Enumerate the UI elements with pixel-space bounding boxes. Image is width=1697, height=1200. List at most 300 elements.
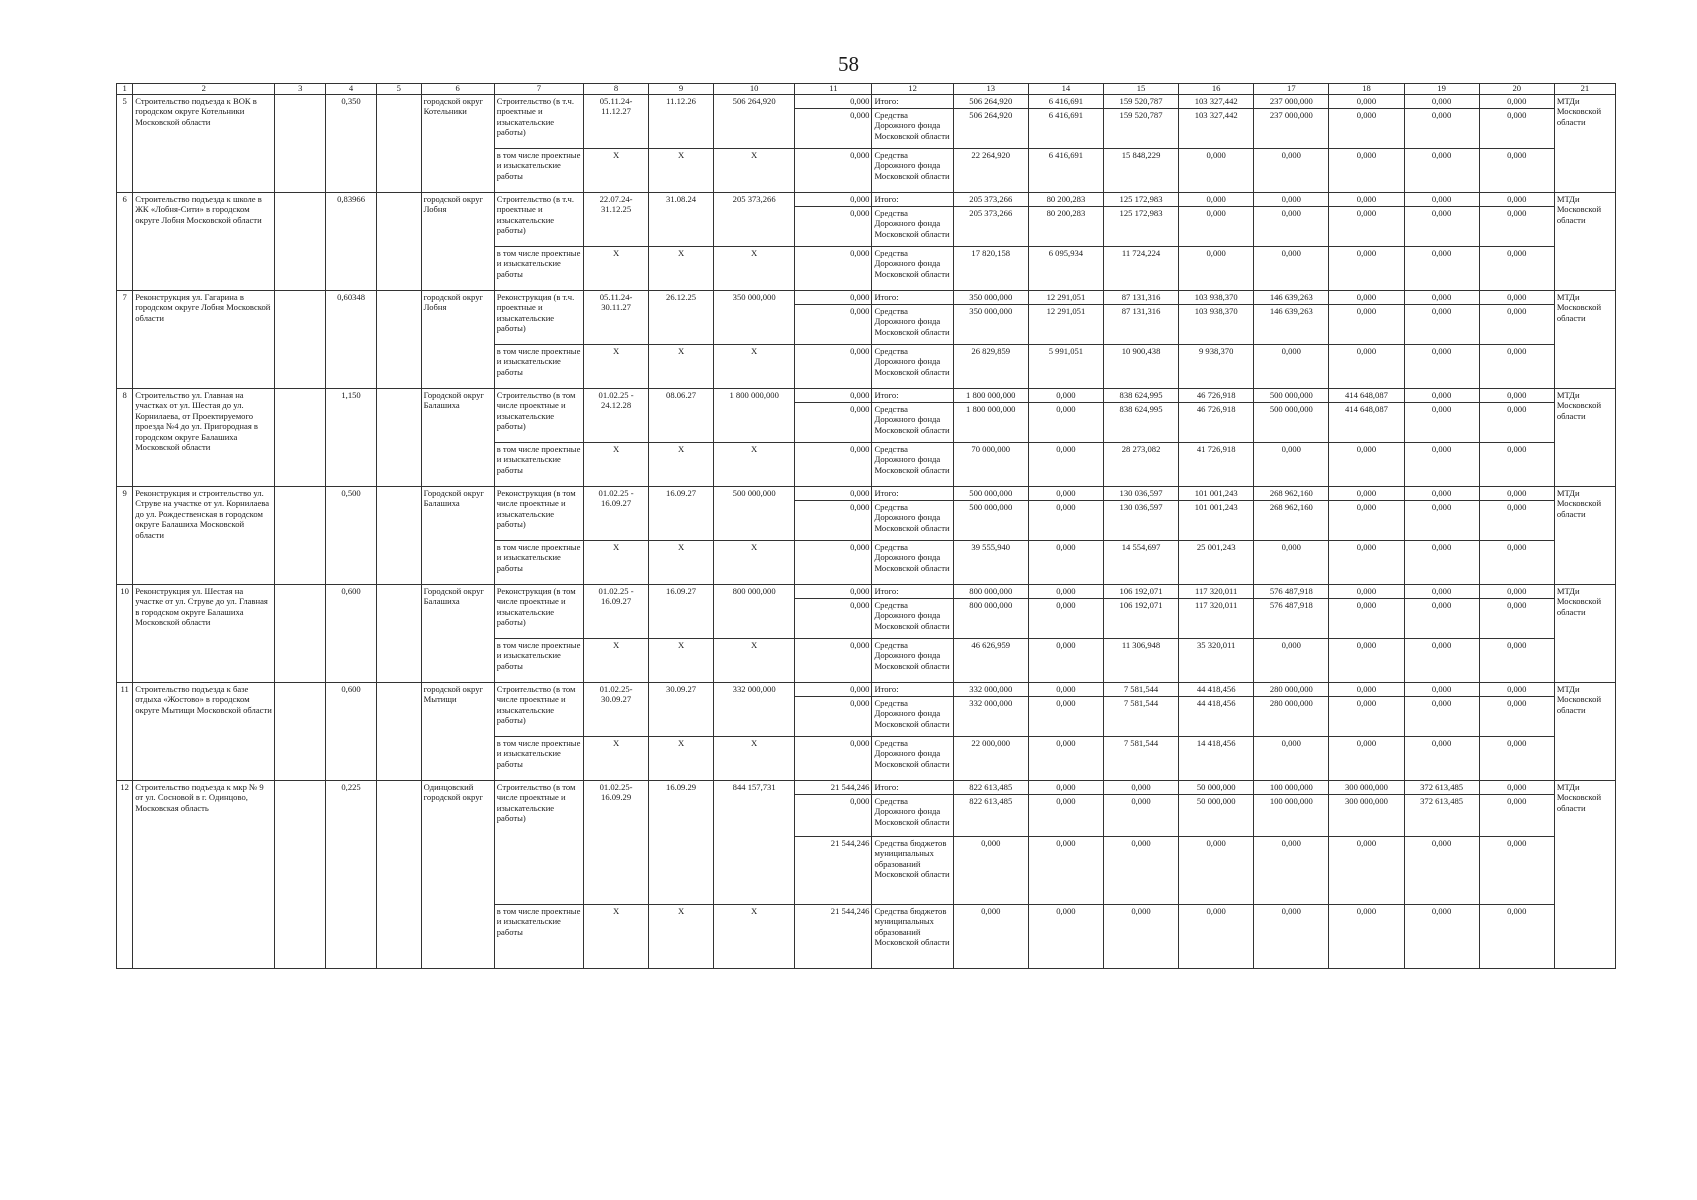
column-3: [275, 585, 326, 683]
work-period: Х: [584, 345, 649, 389]
customer: МТДи Московской области: [1554, 389, 1615, 487]
funding-value: 0,000: [1404, 207, 1479, 247]
funding-value: 0,000: [1028, 737, 1103, 781]
column-number: 17: [1254, 84, 1329, 95]
funding-source: Средства бюджетов муниципальных образований Московской области: [872, 837, 953, 905]
funding-value: 0,000: [1103, 905, 1178, 969]
financed-before: 0,000: [795, 207, 872, 247]
funding-value: 0,000: [1179, 149, 1254, 193]
funding-value: 0,000: [1479, 149, 1554, 193]
funding-value: 0,000: [1479, 905, 1554, 969]
funding-value: 0,000: [1404, 501, 1479, 541]
row-number: 11: [117, 683, 133, 781]
funding-source: Средства Дорожного фонда Московской области: [872, 305, 953, 345]
municipality: городской округ Лобня: [421, 193, 494, 291]
work-type: Строительство (в т.ч. проектные и изыскательские работы): [494, 193, 583, 247]
funding-source: Средства Дорожного фонда Московской области: [872, 501, 953, 541]
funding-source: Средства Дорожного фонда Московской области: [872, 795, 953, 837]
funding-value: 500 000,000: [953, 501, 1028, 541]
funding-source: Итого:: [872, 193, 953, 207]
funding-value: 101 001,243: [1179, 487, 1254, 501]
completion-date: Х: [649, 345, 714, 389]
object-name: Строительство подъезда к ВОК в городском округе Котельники Московской области: [133, 95, 275, 193]
funding-value: 0,000: [1329, 109, 1404, 149]
funding-value: 10 900,438: [1103, 345, 1178, 389]
municipality: городской округ Лобня: [421, 291, 494, 389]
funding-value: 0,000: [1028, 541, 1103, 585]
work-period: Х: [584, 905, 649, 969]
funding-value: 26 829,859: [953, 345, 1028, 389]
funding-value: 280 000,000: [1254, 697, 1329, 737]
financed-before: 0,000: [795, 501, 872, 541]
column-3: [275, 389, 326, 487]
funding-value: 0,000: [1028, 403, 1103, 443]
work-type: в том числе проектные и изыскательские работы: [494, 737, 583, 781]
funding-value: 0,000: [1329, 585, 1404, 599]
row-number: 9: [117, 487, 133, 585]
funding-value: 22 264,920: [953, 149, 1028, 193]
completion-date: Х: [649, 737, 714, 781]
funding-value: 0,000: [1404, 541, 1479, 585]
funding-value: 0,000: [1329, 443, 1404, 487]
column-5: [376, 291, 421, 389]
work-period: Х: [584, 149, 649, 193]
capacity-value: 0,83966: [326, 193, 377, 291]
completion-date: 08.06.27: [649, 389, 714, 443]
page-number: 58: [838, 52, 859, 76]
funding-value: 0,000: [1404, 837, 1479, 905]
financed-before: 0,000: [795, 389, 872, 403]
column-number: 2: [133, 84, 275, 95]
object-name: Реконструкция ул. Шестая на участке от ул. Струве до ул. Главная в городском округе Балашиха Московской области: [133, 585, 275, 683]
work-type: Строительство (в том числе проектные и изыскательские работы): [494, 683, 583, 737]
funding-value: 50 000,000: [1179, 781, 1254, 795]
funding-value: 117 320,011: [1179, 585, 1254, 599]
funding-value: 0,000: [1254, 207, 1329, 247]
total-cost: Х: [714, 247, 795, 291]
funding-source: Итого:: [872, 585, 953, 599]
funding-value: 0,000: [1329, 487, 1404, 501]
funding-value: 0,000: [1479, 403, 1554, 443]
financed-before: 0,000: [795, 403, 872, 443]
funding-value: 0,000: [1479, 541, 1554, 585]
funding-value: 205 373,266: [953, 207, 1028, 247]
funding-value: 0,000: [1329, 149, 1404, 193]
total-cost: 800 000,000: [714, 585, 795, 639]
municipality: городской округ Мытищи: [421, 683, 494, 781]
funding-value: 0,000: [1479, 795, 1554, 837]
funding-value: 0,000: [1179, 207, 1254, 247]
financed-before: 0,000: [795, 585, 872, 599]
funding-value: 0,000: [1028, 443, 1103, 487]
table-row: [117, 193, 1616, 207]
column-3: [275, 683, 326, 781]
funding-value: 0,000: [1404, 737, 1479, 781]
funding-value: 0,000: [1254, 639, 1329, 683]
funding-source: Средства Дорожного фонда Московской области: [872, 247, 953, 291]
municipality: Городской округ Балашиха: [421, 585, 494, 683]
financed-before: 0,000: [795, 795, 872, 837]
table-row: [117, 585, 1616, 599]
funding-value: 103 938,370: [1179, 291, 1254, 305]
work-type: Строительство (в т.ч. проектные и изыскательские работы): [494, 95, 583, 149]
funding-value: 0,000: [1329, 95, 1404, 109]
funding-value: 146 639,263: [1254, 305, 1329, 345]
completion-date: Х: [649, 247, 714, 291]
funding-value: 205 373,266: [953, 193, 1028, 207]
funding-value: 0,000: [1479, 443, 1554, 487]
funding-value: 7 581,544: [1103, 737, 1178, 781]
object-name: Строительство подъезда к школе в ЖК «Лобня-Сити» в городском округе Лобня Московской области: [133, 193, 275, 291]
funding-value: 0,000: [1479, 737, 1554, 781]
column-number: 21: [1554, 84, 1615, 95]
capacity-value: 0,350: [326, 95, 377, 193]
funding-source: Итого:: [872, 683, 953, 697]
funding-value: 500 000,000: [1254, 403, 1329, 443]
column-3: [275, 193, 326, 291]
funding-value: 0,000: [1254, 737, 1329, 781]
funding-value: 12 291,051: [1028, 305, 1103, 345]
funding-value: 500 000,000: [1254, 389, 1329, 403]
capacity-value: 0,225: [326, 781, 377, 969]
financed-before: 0,000: [795, 599, 872, 639]
funding-value: 6 416,691: [1028, 109, 1103, 149]
column-3: [275, 291, 326, 389]
funding-value: 0,000: [1254, 541, 1329, 585]
funding-value: 0,000: [1479, 389, 1554, 403]
funding-value: 0,000: [1329, 737, 1404, 781]
funding-source: Итого:: [872, 95, 953, 109]
funding-value: 268 962,160: [1254, 487, 1329, 501]
funding-value: 46 726,918: [1179, 389, 1254, 403]
completion-date: 16.09.27: [649, 487, 714, 541]
funding-value: 0,000: [1404, 109, 1479, 149]
funding-source: Итого:: [872, 487, 953, 501]
funding-value: 0,000: [1028, 389, 1103, 403]
total-cost: Х: [714, 345, 795, 389]
funding-value: 0,000: [1404, 443, 1479, 487]
financed-before: 0,000: [795, 305, 872, 345]
funding-value: 0,000: [1254, 345, 1329, 389]
funding-value: 7 581,544: [1103, 697, 1178, 737]
column-number: 18: [1329, 84, 1404, 95]
capacity-value: 0,600: [326, 683, 377, 781]
funding-value: 87 131,316: [1103, 305, 1178, 345]
funding-value: 0,000: [1179, 837, 1254, 905]
funding-value: 101 001,243: [1179, 501, 1254, 541]
financed-before: 0,000: [795, 109, 872, 149]
work-period: 01.02.25-30.09.27: [584, 683, 649, 737]
funding-value: 0,000: [1404, 389, 1479, 403]
funding-value: 800 000,000: [953, 585, 1028, 599]
municipality: Городской округ Балашиха: [421, 487, 494, 585]
financed-before: 0,000: [795, 345, 872, 389]
funding-value: 300 000,000: [1329, 795, 1404, 837]
work-period: 01.02.25 - 24.12.28: [584, 389, 649, 443]
work-period: Х: [584, 541, 649, 585]
total-cost: 506 264,920: [714, 95, 795, 149]
customer: МТДи Московской области: [1554, 95, 1615, 193]
column-3: [275, 95, 326, 193]
municipality: городской округ Котельники: [421, 95, 494, 193]
column-5: [376, 389, 421, 487]
funding-source: Итого:: [872, 781, 953, 795]
work-period: Х: [584, 443, 649, 487]
funding-value: 822 613,485: [953, 781, 1028, 795]
customer: МТДи Московской области: [1554, 487, 1615, 585]
funding-value: 0,000: [1404, 697, 1479, 737]
funding-source: Средства Дорожного фонда Московской области: [872, 403, 953, 443]
work-period: Х: [584, 737, 649, 781]
column-number: 10: [714, 84, 795, 95]
funding-value: 0,000: [1479, 837, 1554, 905]
investment-program-table: [116, 83, 1616, 969]
funding-value: 0,000: [1254, 443, 1329, 487]
funding-value: 0,000: [1404, 149, 1479, 193]
funding-value: 0,000: [1479, 599, 1554, 639]
work-type: Строительство (в том числе проектные и изыскательские работы): [494, 389, 583, 443]
financed-before: 0,000: [795, 149, 872, 193]
work-type: в том числе проектные и изыскательские работы: [494, 247, 583, 291]
column-5: [376, 487, 421, 585]
funding-value: 0,000: [1479, 291, 1554, 305]
funding-value: 0,000: [1479, 585, 1554, 599]
column-5: [376, 781, 421, 969]
total-cost: 844 157,731: [714, 781, 795, 905]
funding-value: 822 613,485: [953, 795, 1028, 837]
column-number: 5: [376, 84, 421, 95]
column-3: [275, 487, 326, 585]
column-3: [275, 781, 326, 969]
work-period: 22.07.24-31.12.25: [584, 193, 649, 247]
row-number: 7: [117, 291, 133, 389]
capacity-value: 0,60348: [326, 291, 377, 389]
financed-before: 21 544,246: [795, 781, 872, 795]
completion-date: 16.09.29: [649, 781, 714, 905]
funding-value: 100 000,000: [1254, 781, 1329, 795]
table-row: [117, 487, 1616, 501]
funding-value: 0,000: [1254, 247, 1329, 291]
funding-value: 0,000: [1028, 781, 1103, 795]
funding-source: Средства бюджетов муниципальных образований Московской области: [872, 905, 953, 969]
funding-value: 0,000: [1404, 683, 1479, 697]
completion-date: Х: [649, 541, 714, 585]
financed-before: 0,000: [795, 193, 872, 207]
funding-value: 6 416,691: [1028, 95, 1103, 109]
funding-value: 268 962,160: [1254, 501, 1329, 541]
funding-value: 237 000,000: [1254, 95, 1329, 109]
total-cost: 350 000,000: [714, 291, 795, 345]
funding-value: 0,000: [1329, 247, 1404, 291]
funding-value: 280 000,000: [1254, 683, 1329, 697]
funding-value: 506 264,920: [953, 109, 1028, 149]
column-number: 9: [649, 84, 714, 95]
funding-value: 0,000: [1329, 697, 1404, 737]
funding-value: 44 418,456: [1179, 697, 1254, 737]
funding-value: 0,000: [1329, 639, 1404, 683]
funding-value: 11 724,224: [1103, 247, 1178, 291]
funding-value: 0,000: [1028, 837, 1103, 905]
funding-value: 0,000: [1404, 487, 1479, 501]
funding-value: 350 000,000: [953, 305, 1028, 345]
funding-value: 22 000,000: [953, 737, 1028, 781]
funding-value: 0,000: [1329, 683, 1404, 697]
funding-value: 14 554,697: [1103, 541, 1178, 585]
work-type: в том числе проектные и изыскательские работы: [494, 443, 583, 487]
column-5: [376, 193, 421, 291]
funding-value: 414 648,087: [1329, 403, 1404, 443]
funding-source: Средства Дорожного фонда Московской области: [872, 207, 953, 247]
column-number: 14: [1028, 84, 1103, 95]
column-5: [376, 585, 421, 683]
funding-value: 0,000: [1329, 345, 1404, 389]
customer: МТДи Московской области: [1554, 193, 1615, 291]
column-number: 3: [275, 84, 326, 95]
funding-value: 576 487,918: [1254, 599, 1329, 639]
financed-before: 0,000: [795, 95, 872, 109]
capacity-value: 0,600: [326, 585, 377, 683]
work-type: Строительство (в том числе проектные и изыскательские работы): [494, 781, 583, 905]
funding-source: Средства Дорожного фонда Московской области: [872, 345, 953, 389]
funding-value: 1 800 000,000: [953, 389, 1028, 403]
customer: МТДи Московской области: [1554, 291, 1615, 389]
financed-before: 0,000: [795, 737, 872, 781]
funding-value: 103 327,442: [1179, 95, 1254, 109]
column-number-row: [117, 84, 1616, 95]
work-period: 01.02.25 - 16.09.27: [584, 487, 649, 541]
funding-value: 25 001,243: [1179, 541, 1254, 585]
row-number: 6: [117, 193, 133, 291]
funding-value: 7 581,544: [1103, 683, 1178, 697]
funding-value: 28 273,082: [1103, 443, 1178, 487]
funding-value: 0,000: [1028, 697, 1103, 737]
completion-date: Х: [649, 905, 714, 969]
total-cost: Х: [714, 149, 795, 193]
funding-value: 0,000: [1028, 585, 1103, 599]
funding-value: 5 991,051: [1028, 345, 1103, 389]
municipality: Городской округ Балашиха: [421, 389, 494, 487]
financed-before: 0,000: [795, 541, 872, 585]
funding-value: 0,000: [1329, 291, 1404, 305]
funding-value: 300 000,000: [1329, 781, 1404, 795]
funding-value: 0,000: [1329, 305, 1404, 345]
funding-value: 500 000,000: [953, 487, 1028, 501]
object-name: Строительство ул. Главная на участках от ул. Шестая до ул. Корнилаева, от Проектируемого проезда №4 до ул. Пригородная в городском округе Балашиха Московской области: [133, 389, 275, 487]
funding-value: 0,000: [953, 837, 1028, 905]
funding-value: 159 520,787: [1103, 95, 1178, 109]
funding-value: 0,000: [1329, 501, 1404, 541]
funding-value: 0,000: [1479, 345, 1554, 389]
work-type: Реконструкция (в том числе проектные и изыскательские работы): [494, 585, 583, 639]
funding-value: 0,000: [1028, 501, 1103, 541]
financed-before: 0,000: [795, 697, 872, 737]
funding-value: 44 418,456: [1179, 683, 1254, 697]
table-row: [117, 389, 1616, 403]
funding-value: 0,000: [1404, 599, 1479, 639]
column-number: 11: [795, 84, 872, 95]
funding-value: 46 626,959: [953, 639, 1028, 683]
funding-value: 0,000: [1479, 247, 1554, 291]
funding-value: 0,000: [1479, 305, 1554, 345]
funding-source: Средства Дорожного фонда Московской области: [872, 109, 953, 149]
financed-before: 0,000: [795, 291, 872, 305]
funding-value: 1 800 000,000: [953, 403, 1028, 443]
completion-date: 16.09.27: [649, 585, 714, 639]
funding-value: 0,000: [1179, 247, 1254, 291]
funding-value: 0,000: [1103, 781, 1178, 795]
funding-value: 0,000: [1404, 403, 1479, 443]
total-cost: 1 800 000,000: [714, 389, 795, 443]
funding-value: 41 726,918: [1179, 443, 1254, 487]
funding-value: 80 200,283: [1028, 207, 1103, 247]
funding-value: 0,000: [1254, 193, 1329, 207]
row-number: 12: [117, 781, 133, 969]
funding-value: 0,000: [953, 905, 1028, 969]
funding-value: 0,000: [1404, 291, 1479, 305]
funding-value: 35 320,011: [1179, 639, 1254, 683]
column-number: 4: [326, 84, 377, 95]
object-name: Строительство подъезда к базе отдыха «Жостово» в городском округе Мытищи Московской области: [133, 683, 275, 781]
funding-value: 87 131,316: [1103, 291, 1178, 305]
funding-source: Средства Дорожного фонда Московской области: [872, 149, 953, 193]
funding-value: 0,000: [1404, 345, 1479, 389]
funding-value: 0,000: [1179, 193, 1254, 207]
funding-value: 80 200,283: [1028, 193, 1103, 207]
customer: МТДи Московской области: [1554, 683, 1615, 781]
row-number: 5: [117, 95, 133, 193]
funding-value: 0,000: [1103, 837, 1178, 905]
funding-value: 0,000: [1254, 149, 1329, 193]
funding-source: Средства Дорожного фонда Московской области: [872, 697, 953, 737]
funding-value: 125 172,983: [1103, 193, 1178, 207]
funding-value: 70 000,000: [953, 443, 1028, 487]
funding-value: 130 036,597: [1103, 487, 1178, 501]
capacity-value: 1,150: [326, 389, 377, 487]
funding-value: 0,000: [1479, 193, 1554, 207]
table-row: [117, 683, 1616, 697]
funding-value: 0,000: [1329, 599, 1404, 639]
completion-date: Х: [649, 443, 714, 487]
funding-value: 0,000: [1479, 697, 1554, 737]
funding-value: 0,000: [1329, 837, 1404, 905]
funding-value: 0,000: [1479, 95, 1554, 109]
work-period: 01.02.25 - 16.09.27: [584, 585, 649, 639]
total-cost: 205 373,266: [714, 193, 795, 247]
funding-value: 17 820,158: [953, 247, 1028, 291]
funding-value: 9 938,370: [1179, 345, 1254, 389]
work-type: Реконструкция (в т.ч. проектные и изыскательские работы): [494, 291, 583, 345]
work-type: в том числе проектные и изыскательские работы: [494, 541, 583, 585]
completion-date: 30.09.27: [649, 683, 714, 737]
work-type: Реконструкция (в том числе проектные и изыскательские работы): [494, 487, 583, 541]
funding-value: 0,000: [1479, 683, 1554, 697]
funding-value: 39 555,940: [953, 541, 1028, 585]
total-cost: 332 000,000: [714, 683, 795, 737]
funding-value: 117 320,011: [1179, 599, 1254, 639]
financed-before: 0,000: [795, 683, 872, 697]
column-number: 15: [1103, 84, 1178, 95]
funding-value: 237 000,000: [1254, 109, 1329, 149]
funding-value: 12 291,051: [1028, 291, 1103, 305]
funding-value: 0,000: [1404, 639, 1479, 683]
object-name: Строительство подъезда к мкр № 9 от ул. Сосновой в г. Одинцово, Московская область: [133, 781, 275, 969]
funding-value: 838 624,995: [1103, 403, 1178, 443]
column-5: [376, 95, 421, 193]
column-number: 19: [1404, 84, 1479, 95]
funding-value: 0,000: [1479, 109, 1554, 149]
funding-value: 6 416,691: [1028, 149, 1103, 193]
total-cost: Х: [714, 905, 795, 969]
